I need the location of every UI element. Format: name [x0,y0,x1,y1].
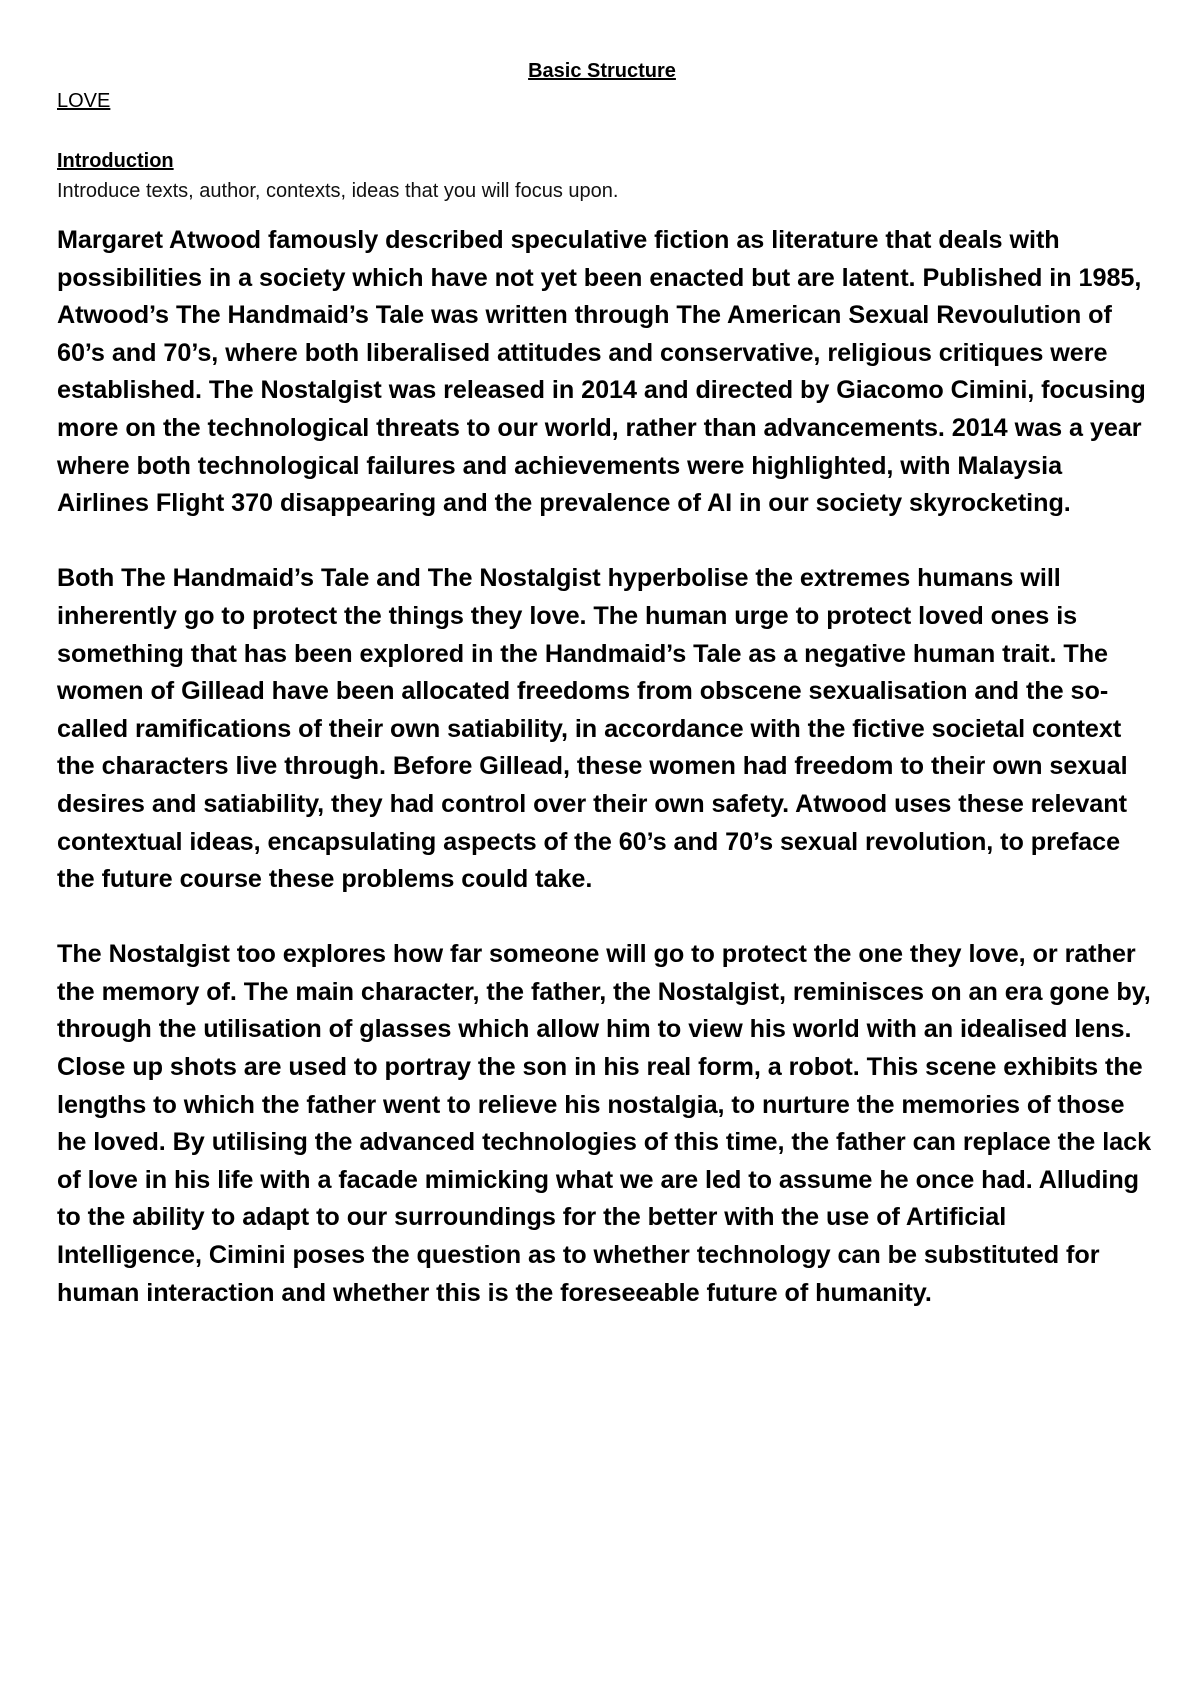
topic-label: LOVE [57,90,111,112]
body-paragraph-2: Both The Handmaid’s Tale and The Nostalgist hyperbolise the extremes humans will inherently go to protect the things they love. The human urge to protect loved ones is something that has been explored in the Handmaid’s Tale as a negative human trait. The women of Gillead have been allocated freedoms from obscene sexualisation and the so-called ramifications of their own satiability, in accordance with the fictive societal context the characters live through. Before Gillead, these women had freedom to their own sexual desires and satiability, they had control over their own safety. Atwood uses these relevant contextual ideas, encapsulating aspects of the 60’s and 70’s sexual revolution, to preface the future course these problems could take. [57,564,1128,894]
document-title: Basic Structure [528,60,676,82]
introduction-instruction: Introduce texts, author, contexts, ideas that you will focus upon. [57,180,619,202]
document-page [57,56,1157,1312]
body-paragraph-1: Margaret Atwood famously described speculative fiction as literature that deals with possibilities in a society which have not yet been enacted but are latent. Published in 1985, Atwood’s The Handmaid’s Tale was written through The American Sexual Revoulution of 60’s and 70’s, where both liberalised attitudes and conservative, religious critiques were established. The Nostalgist was released in 2014 and directed by Giacomo Cimini, focusing more on the technological threats to our world, rather than advancements. 2014 was a year where both technological failures and achievements were highlighted, with Malaysia Airlines Flight 370 disappearing and the prevalence of AI in our society skyrocketing. [57,226,1146,518]
introduction-heading: Introduction [57,150,174,172]
body-paragraph-3: The Nostalgist too explores how far someone will go to protect the one they love, or rather the memory of. The main character, the father, the Nostalgist, reminisces on an era gone by, through the utilisation of glasses which allow him to view his world with an idealised lens. Close up shots are used to portray the son in his real form, a robot. This scene exhibits the lengths to which the father went to relieve his nostalgia, to nurture the memories of those he loved. By utilising the advanced technologies of this time, the father can replace the lack of love in his life with a facade mimicking what we are led to assume he once had. Alluding to the ability to adapt to our surroundings for the better with the use of Artificial Intelligence, Cimini poses the question as to whether technology can be substituted for human interaction and whether this is the foreseeable future of humanity. [57,940,1152,1307]
